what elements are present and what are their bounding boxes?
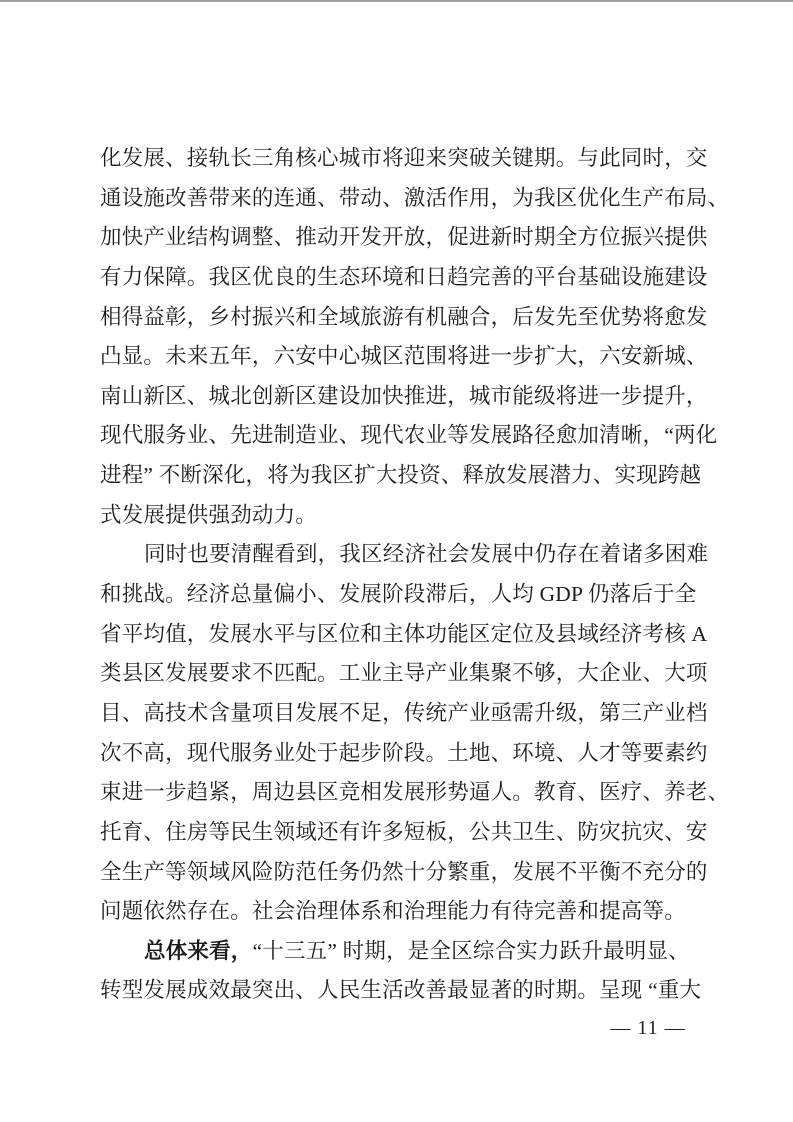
text-line: 有力保障。我区优良的生态环境和日趋完善的平台基础设施建设 (100, 264, 708, 289)
text-line: 托育、住房等民生领域还有许多短板，公共卫生、防灾抗灾、安 (100, 819, 708, 844)
text-line: 进程” 不断深化，将为我区扩大投资、释放发展潜力、实现跨越 (100, 463, 702, 488)
text-line: 转型发展成效最突出、人民生活改善最显著的时期。呈现 “重大 (100, 978, 702, 1003)
text-line: 次不高，现代服务业处于起步阶段。土地、环境、人才等要素约 (100, 740, 708, 765)
text-line: 南山新区、城北创新区建设加快推进，城市能级将进一步提升， (100, 383, 708, 408)
text-line: 类县区发展要求不匹配。工业主导产业集聚不够，大企业、大项 (100, 661, 708, 686)
text-line: 相得益彰，乡村振兴和全域旅游有机融合，后发先至优势将愈发 (100, 304, 708, 329)
scan-artifact-top-edge (0, 0, 793, 2)
text-line: 加快产业结构调整、推动开发开放，促进新时期全方位振兴提供 (100, 225, 708, 250)
text-line: 束进一步趋紧，周边县区竞相发展形势逼人。教育、医疗、养老、 (100, 780, 730, 805)
text-line: 总体来看，“十三五” 时期，是全区综合实力跃升最明显、 (144, 938, 690, 963)
text-line: 化发展、接轨长三角核心城市将迎来突破关键期。与此同时，交 (100, 146, 708, 170)
text-line: 和挑战。经济总量偏小、发展阶段滞后，人均 GDP 仍落后于全 (100, 582, 697, 607)
paragraph (100, 932, 712, 1011)
paragraph (100, 535, 730, 931)
text-line: 目、高技术含量项目发展不足，传统产业亟需升级，第三产业档 (100, 700, 708, 725)
paragraph (100, 139, 730, 535)
text-line: 通设施改善带来的连通、带动、激活作用，为我区优化生产布局、 (100, 185, 730, 210)
text-line: 凸显。未来五年，六安中心城区范围将进一步扩大，六安新城、 (100, 344, 708, 369)
text-line: 全生产等领域风险防范任务仍然十分繁重，发展不平衡不充分的 (100, 859, 708, 884)
text-line: 式发展提供强劲动力。 (100, 502, 318, 527)
text-line: 同时也要清醒看到，我区经济社会发展中仍存在着诸多困难 (144, 542, 709, 567)
page-number: — 11 — (610, 1017, 686, 1039)
text-line: 问题依然存在。社会治理体系和治理能力有待完善和提高等。 (100, 899, 686, 924)
text-line: 现代服务业、先进制造业、现代农业等发展路径愈加清晰，“两化 (100, 423, 718, 448)
document-body (100, 139, 730, 1011)
text-line: 省平均值，发展水平与区位和主体功能区定位及县域经济考核 A (100, 621, 708, 646)
bold-lead-text: 总体来看， (144, 938, 253, 963)
